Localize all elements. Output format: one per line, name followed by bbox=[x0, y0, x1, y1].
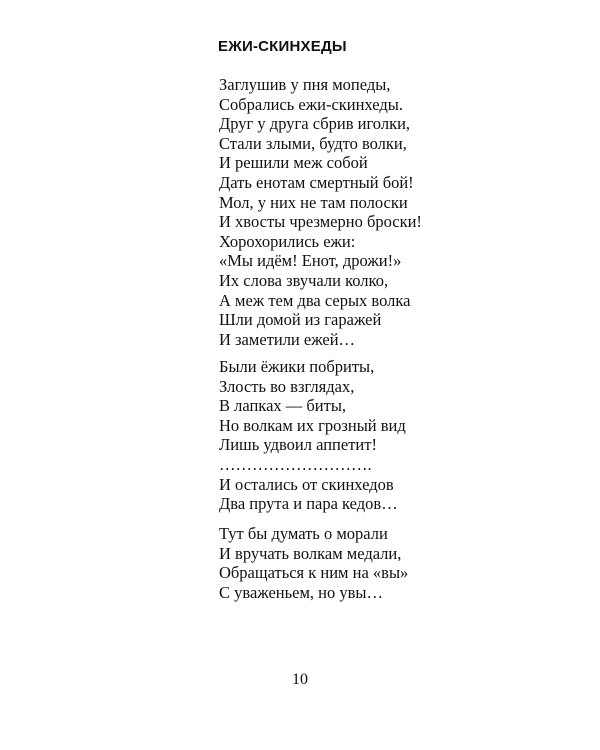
poem-line: Друг у друга сбрив иголки, bbox=[219, 114, 411, 134]
poem-line: Но волкам их грозный вид bbox=[219, 415, 406, 435]
poem-title: ЕЖИ-СКИНХЕДЫ bbox=[218, 38, 347, 55]
poem-line: А меж тем два серых волка bbox=[219, 290, 411, 310]
page-number: 10 bbox=[292, 671, 308, 688]
poem-line: Собрались ежи-скинхеды. bbox=[219, 94, 404, 114]
poem-line: Были ёжики побриты, bbox=[219, 357, 375, 376]
poem-line: Злость во взглядах, bbox=[219, 376, 355, 396]
poem-line: Мол, у них не там полоски bbox=[219, 192, 408, 212]
stanza-2 bbox=[219, 357, 406, 514]
poem-line: Шли домой из гаражей bbox=[219, 310, 382, 330]
poem-line: Лишь удвоил аппетит! bbox=[219, 435, 377, 455]
poem-line: Два прута и пара кедов… bbox=[219, 494, 398, 514]
poem-line: В лапках — биты, bbox=[219, 396, 347, 416]
ellipsis-line: ………………………. bbox=[219, 454, 372, 474]
poem-line: Дать енотам смертный бой! bbox=[219, 172, 414, 192]
poem-line: И хвосты чрезмерно броски! bbox=[219, 212, 422, 232]
poem-line: И заметили ежей… bbox=[219, 329, 356, 349]
stanza-3 bbox=[219, 524, 408, 602]
poem-line: Обращаться к ним на «вы» bbox=[219, 563, 409, 583]
poem-line: Их слова звучали колко, bbox=[219, 270, 389, 290]
poem-line: И остались от скинхедов bbox=[219, 474, 394, 494]
poem-line: Стали злыми, будто волки, bbox=[219, 133, 407, 153]
poem-line: С уваженьем, но увы… bbox=[219, 582, 383, 602]
poem-line: Заглушив у пня мопеды, bbox=[219, 75, 391, 94]
poem-line: Тут бы думать о морали bbox=[219, 524, 388, 543]
poem-line: «Мы идём! Енот, дрожи!» bbox=[219, 251, 402, 271]
poem-line: И вручать волкам медали, bbox=[219, 543, 402, 563]
poem-line: И решили меж собой bbox=[219, 153, 368, 173]
stanza-1 bbox=[219, 75, 422, 349]
poem-line: Хорохорились ежи: bbox=[219, 231, 356, 251]
